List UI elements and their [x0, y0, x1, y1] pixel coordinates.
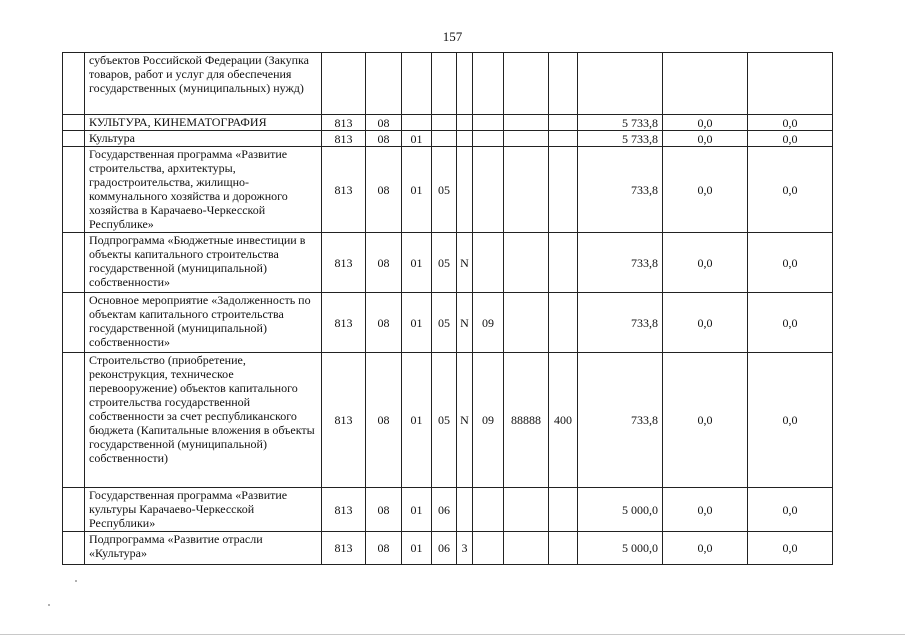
amount-year-3: 0,0	[748, 532, 833, 565]
code-program: 06	[432, 488, 457, 532]
code-direction	[504, 147, 549, 233]
code-direction	[504, 293, 549, 353]
code-admin: 813	[322, 131, 366, 147]
scan-speck	[75, 580, 77, 582]
code-section	[366, 53, 402, 115]
amount-year-3: 0,0	[748, 131, 833, 147]
code-event	[473, 233, 504, 293]
code-subprogram	[457, 53, 473, 115]
amount-year-1	[578, 53, 663, 115]
amount-year-1: 5 733,8	[578, 131, 663, 147]
code-program	[432, 131, 457, 147]
amount-year-3: 0,0	[748, 233, 833, 293]
code-subsection: 01	[402, 488, 432, 532]
amount-year-1: 5 733,8	[578, 115, 663, 131]
code-subprogram	[457, 115, 473, 131]
code-subprogram: N	[457, 353, 473, 488]
code-direction	[504, 115, 549, 131]
amount-year-1: 733,8	[578, 353, 663, 488]
code-subsection: 01	[402, 353, 432, 488]
code-event	[473, 131, 504, 147]
table-row	[63, 488, 833, 532]
amount-year-2: 0,0	[663, 147, 748, 233]
row-name: Государственная программа «Развитие культуры Карачаево-Черкесской Республики»	[85, 488, 322, 532]
code-program	[432, 115, 457, 131]
code-program: 06	[432, 532, 457, 565]
table-row	[63, 131, 833, 147]
budget-table	[62, 52, 833, 565]
table-row	[63, 53, 833, 115]
row-margin-cell	[63, 147, 85, 233]
code-expense-type	[549, 131, 578, 147]
code-admin: 813	[322, 115, 366, 131]
table-row	[63, 532, 833, 565]
row-name: Основное мероприятие «Задолженность по объектам капитального строительства государственной (муниципальной) собственности»	[85, 293, 322, 353]
row-margin-cell	[63, 115, 85, 131]
amount-year-2: 0,0	[663, 131, 748, 147]
code-subsection	[402, 115, 432, 131]
amount-year-3: 0,0	[748, 293, 833, 353]
code-program: 05	[432, 353, 457, 488]
row-name: Подпрограмма «Бюджетные инвестиции в объекты капитального строительства государственной (муниципальной) собственности»	[85, 233, 322, 293]
code-direction	[504, 488, 549, 532]
code-section: 08	[366, 293, 402, 353]
table-row	[63, 353, 833, 488]
code-expense-type	[549, 115, 578, 131]
code-direction	[504, 532, 549, 565]
row-margin-cell	[63, 353, 85, 488]
row-name: Культура	[85, 131, 322, 147]
row-name: Государственная программа «Развитие строительства, архитектуры, градостроительства, жилищно-коммунального хозяйства и дорожного хозяйства в Карачаево-Черкесской Республике»	[85, 147, 322, 233]
amount-year-1: 733,8	[578, 147, 663, 233]
code-program: 05	[432, 293, 457, 353]
code-subsection: 01	[402, 532, 432, 565]
row-name: КУЛЬТУРА, КИНЕМАТОГРАФИЯ	[85, 115, 322, 131]
row-margin-cell	[63, 131, 85, 147]
code-program	[432, 53, 457, 115]
row-margin-cell	[63, 488, 85, 532]
code-subprogram	[457, 131, 473, 147]
code-admin: 813	[322, 147, 366, 233]
row-name: Подпрограмма «Развитие отрасли «Культура»	[85, 532, 322, 565]
code-event	[473, 53, 504, 115]
row-name: субъектов Российской Федерации (Закупка товаров, работ и услуг для обеспечения государственных (муниципальных) нужд)	[85, 53, 322, 115]
amount-year-1: 733,8	[578, 293, 663, 353]
code-event	[473, 488, 504, 532]
code-admin	[322, 53, 366, 115]
row-name: Строительство (приобретение, реконструкция, техническое перевооружение) объектов капитального строительства государственной собственности за счет республиканского бюджета (Капитальные вложения в объекты государственной (муниципальной) собственности)	[85, 353, 322, 488]
code-subprogram	[457, 147, 473, 233]
code-subsection: 01	[402, 233, 432, 293]
table-row	[63, 233, 833, 293]
scan-speck	[48, 604, 50, 606]
table-row	[63, 293, 833, 353]
page-edge-line	[0, 634, 905, 635]
code-program: 05	[432, 233, 457, 293]
code-admin: 813	[322, 532, 366, 565]
code-expense-type	[549, 532, 578, 565]
amount-year-2: 0,0	[663, 353, 748, 488]
row-margin-cell	[63, 293, 85, 353]
code-event	[473, 115, 504, 131]
page-number: 157	[442, 29, 463, 44]
code-direction	[504, 131, 549, 147]
code-subprogram	[457, 488, 473, 532]
code-event: 09	[473, 353, 504, 488]
row-margin-cell	[63, 53, 85, 115]
code-subsection	[402, 53, 432, 115]
table-body	[63, 53, 833, 565]
amount-year-1: 5 000,0	[578, 532, 663, 565]
code-admin: 813	[322, 233, 366, 293]
amount-year-3	[748, 53, 833, 115]
code-expense-type	[549, 293, 578, 353]
code-direction	[504, 233, 549, 293]
amount-year-2: 0,0	[663, 488, 748, 532]
code-admin: 813	[322, 353, 366, 488]
code-admin: 813	[322, 488, 366, 532]
code-section: 08	[366, 532, 402, 565]
code-event	[473, 147, 504, 233]
code-expense-type	[549, 488, 578, 532]
table-row	[63, 147, 833, 233]
code-program: 05	[432, 147, 457, 233]
code-direction: 88888	[504, 353, 549, 488]
code-section: 08	[366, 115, 402, 131]
code-section: 08	[366, 353, 402, 488]
row-margin-cell	[63, 233, 85, 293]
code-subsection: 01	[402, 131, 432, 147]
amount-year-3: 0,0	[748, 353, 833, 488]
code-subsection: 01	[402, 147, 432, 233]
code-subsection: 01	[402, 293, 432, 353]
code-section: 08	[366, 488, 402, 532]
code-direction	[504, 53, 549, 115]
code-section: 08	[366, 131, 402, 147]
amount-year-2	[663, 53, 748, 115]
amount-year-2: 0,0	[663, 532, 748, 565]
code-event	[473, 532, 504, 565]
code-event: 09	[473, 293, 504, 353]
code-section: 08	[366, 233, 402, 293]
code-expense-type	[549, 233, 578, 293]
amount-year-2: 0,0	[663, 115, 748, 131]
code-subprogram: N	[457, 293, 473, 353]
code-subprogram: N	[457, 233, 473, 293]
amount-year-2: 0,0	[663, 233, 748, 293]
amount-year-3: 0,0	[748, 115, 833, 131]
row-margin-cell	[63, 532, 85, 565]
amount-year-3: 0,0	[748, 488, 833, 532]
code-expense-type	[549, 53, 578, 115]
amount-year-3: 0,0	[748, 147, 833, 233]
table-row	[63, 115, 833, 131]
code-subprogram: 3	[457, 532, 473, 565]
amount-year-2: 0,0	[663, 293, 748, 353]
code-expense-type	[549, 147, 578, 233]
code-section: 08	[366, 147, 402, 233]
amount-year-1: 733,8	[578, 233, 663, 293]
amount-year-1: 5 000,0	[578, 488, 663, 532]
code-admin: 813	[322, 293, 366, 353]
code-expense-type: 400	[549, 353, 578, 488]
